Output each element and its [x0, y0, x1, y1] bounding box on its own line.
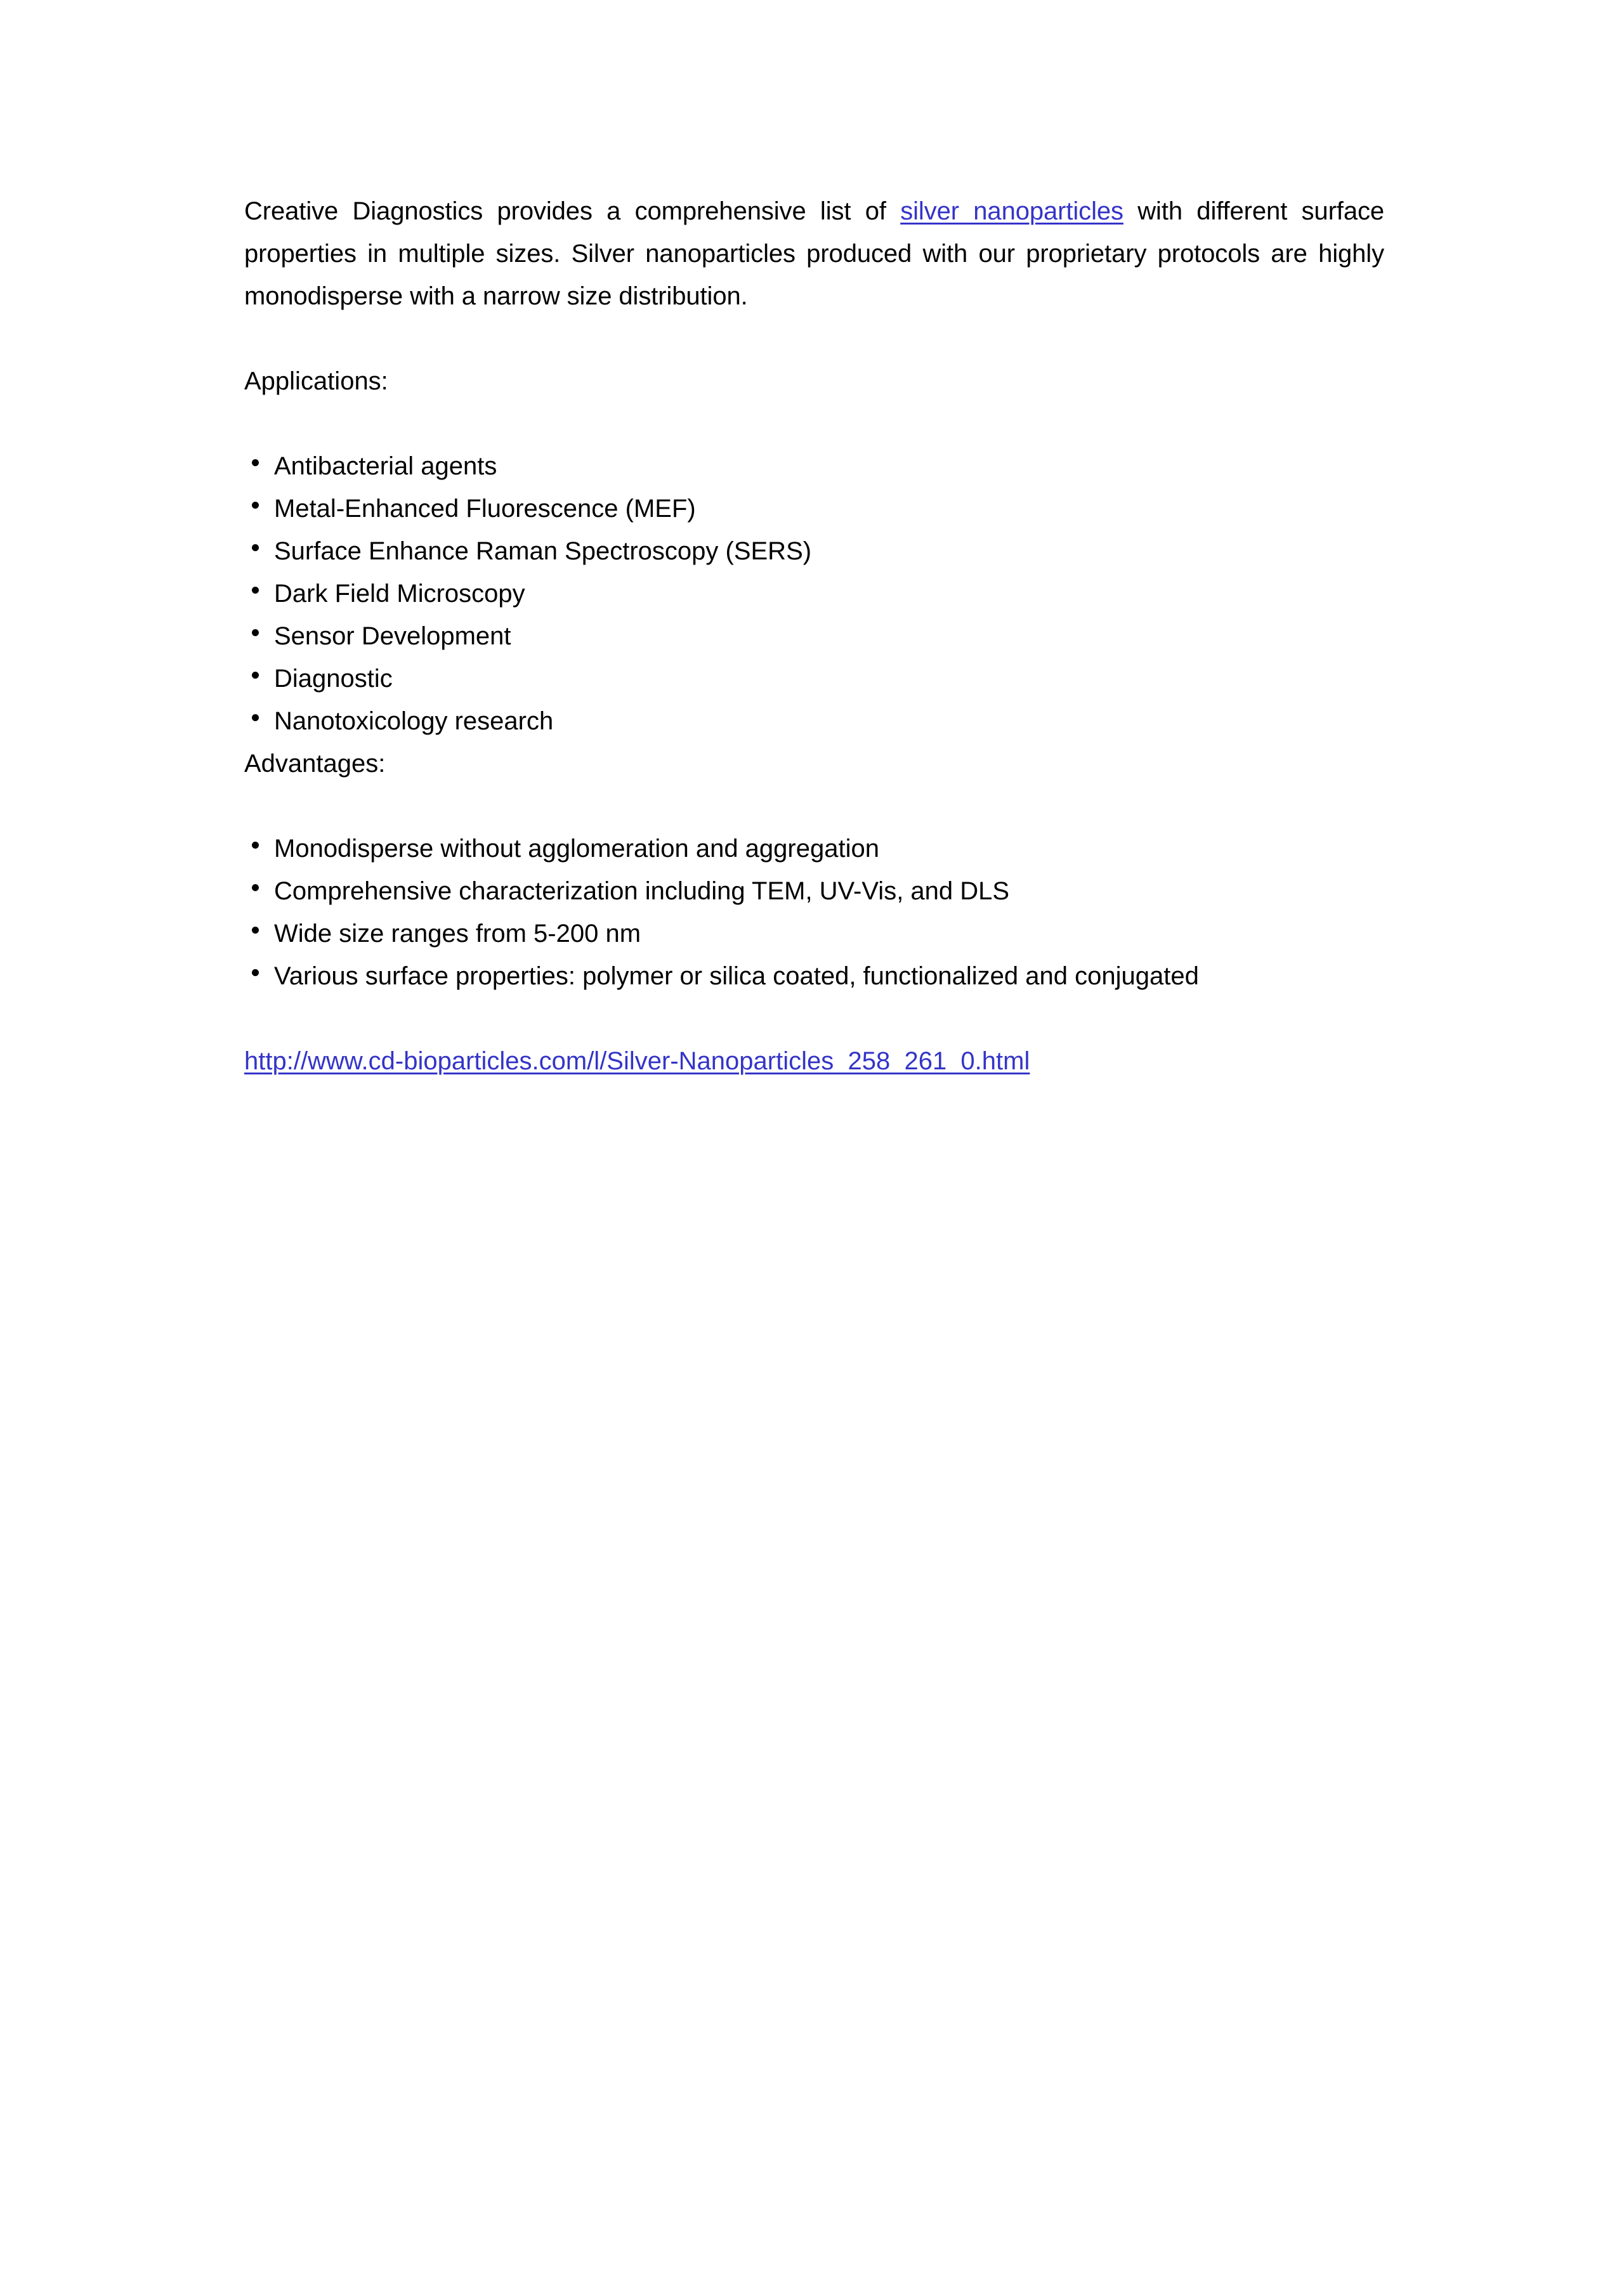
spacer-before-footer-link: [244, 998, 1384, 1040]
list-item: Metal-Enhanced Fluorescence (MEF): [244, 488, 1384, 530]
list-item: Monodisperse without agglomeration and aggregation: [244, 828, 1384, 870]
intro-paragraph: [244, 190, 1384, 318]
spacer-after-advantages-heading: [244, 785, 1384, 828]
intro-text-before-link: Creative Diagnostics provides a comprehensive list of: [244, 197, 901, 225]
list-item: Antibacterial agents: [244, 445, 1384, 488]
footer-link-paragraph: [244, 1040, 1384, 1083]
advantages-list: [244, 828, 1384, 998]
intro-text-after-link: with different surface properties in multiple sizes. Silver nanoparticles produced with our proprietary protocols are highly monodisperse with a narrow size distribution.: [244, 197, 1385, 310]
source-url-link[interactable]: http://www.cd-bioparticles.com/l/Silver-Nanoparticles_258_261_0.html: [244, 1047, 1030, 1075]
list-item: Nanotoxicology research: [244, 700, 1384, 743]
applications-heading: Applications:: [244, 367, 388, 395]
applications-list: [244, 445, 1384, 743]
list-item: Comprehensive characterization including TEM, UV-Vis, and DLS: [244, 870, 1384, 913]
advantages-heading: Advantages:: [244, 750, 386, 778]
silver-nanoparticles-link[interactable]: silver nanoparticles: [900, 197, 1123, 225]
list-item: Dark Field Microscopy: [244, 573, 1384, 615]
document-body: [244, 190, 1384, 1083]
spacer-after-intro: [244, 318, 1384, 360]
list-item: Various surface properties: polymer or silica coated, functionalized and conjugated: [244, 955, 1384, 998]
spacer-after-applications-heading: [244, 403, 1384, 445]
list-item: Sensor Development: [244, 615, 1384, 658]
list-item: Wide size ranges from 5-200 nm: [244, 913, 1384, 955]
list-item: Diagnostic: [244, 658, 1384, 700]
list-item: Surface Enhance Raman Spectroscopy (SERS): [244, 530, 1384, 573]
